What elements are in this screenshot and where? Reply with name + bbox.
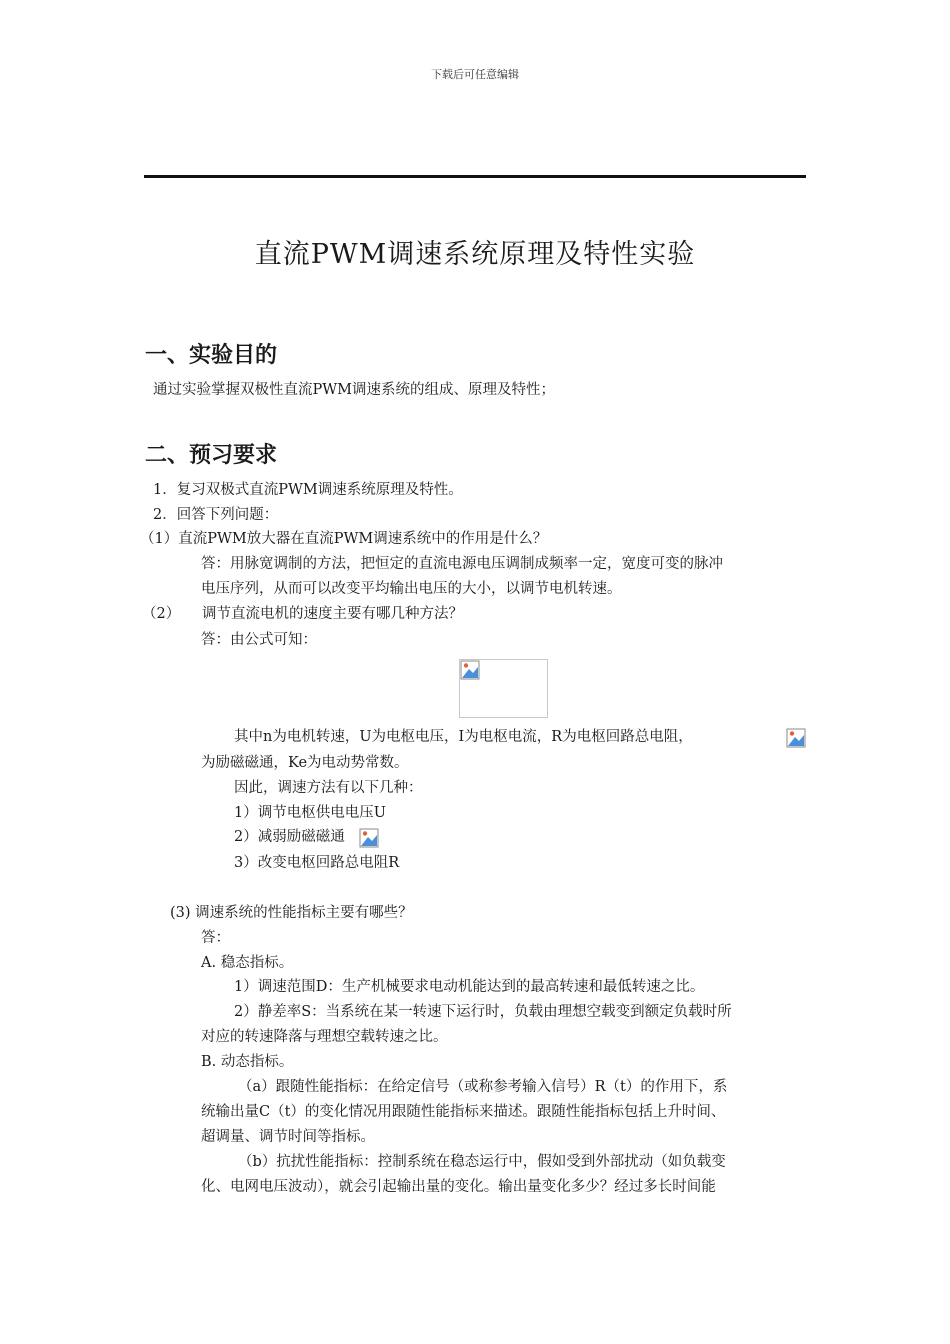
header-note: 下载后可任意编辑 <box>431 68 519 81</box>
broken-image-icon <box>460 660 480 680</box>
prep-item-2: 2．回答下列问题： <box>153 507 279 523</box>
answer-2-where-line-1: 其中n为电机转速，U为电枢电压，I为电枢电流，R为电枢回路总电阻， <box>234 729 693 745</box>
steady-state-heading: A. 稳态指标。 <box>201 955 294 971</box>
question-2-number: （2） <box>142 606 181 622</box>
answer-3-label: 答： <box>201 930 230 946</box>
method-1: 1）调节电枢供电电压U <box>234 805 386 821</box>
dynamic-b-line-1: （b）抗扰性能指标：控制系统在稳态运行中，假如受到外部扰动（如负载变 <box>238 1154 726 1170</box>
answer-1-line-1: 答：用脉宽调制的方法，把恒定的直流电源电压调制成频率一定，宽度可变的脉冲 <box>201 556 723 572</box>
answer-1-line-2: 电压序列，从而可以改变平均输出电压的大小，以调节电机转速。 <box>201 581 622 597</box>
answer-2-therefore: 因此，调速方法有以下几种： <box>234 780 423 796</box>
answer-2-where-line-2: 为励磁磁通，Ke为电动势常数。 <box>201 755 409 771</box>
dynamic-a-line-1: （a）跟随性能指标：在给定信号（或称参考输入信号）R（t）的作用下，系 <box>238 1079 728 1095</box>
method-2: 2）减弱励磁磁通 <box>234 829 345 845</box>
dynamic-b-line-2: 化、电网电压波动），就会引起输出量的变化。输出量变化多少？经过多长时间能 <box>201 1179 716 1195</box>
steady-state-item-2-line-2: 对应的转速降落与理想空载转速之比。 <box>201 1029 448 1045</box>
question-3: (3) 调速系统的性能指标主要有哪些？ <box>170 905 413 921</box>
document-title: 直流PWM调速系统原理及特性实验 <box>254 239 696 270</box>
section-1-heading: 一、实验目的 <box>145 343 278 368</box>
section-1-body: 通过实验掌握双极性直流PWM调速系统的组成、原理及特性； <box>153 382 556 398</box>
section-2-heading: 二、预习要求 <box>145 443 278 468</box>
flux-symbol-image-icon <box>786 728 806 748</box>
dynamic-a-line-2: 统输出量C（t）的变化情况用跟随性能指标来描述。跟随性能指标包括上升时间、 <box>201 1104 726 1120</box>
steady-state-item-2-line-1: 2）静差率S：当系统在某一转速下运行时，负载由理想空载变到额定负载时所 <box>234 1004 732 1020</box>
dynamic-a-line-3: 超调量、调节时间等指标。 <box>201 1129 375 1145</box>
question-1: （1）直流PWM放大器在直流PWM调速系统中的作用是什么？ <box>140 531 548 547</box>
prep-item-1: 1．复习双极式直流PWM调速系统原理及特性。 <box>153 482 463 498</box>
formula-image <box>459 659 548 718</box>
question-2-text: 调节直流电机的速度主要有哪几种方法？ <box>202 606 463 622</box>
steady-state-item-1: 1）调速范围D：生产机械要求电动机能达到的最高转速和最低转速之比。 <box>234 979 705 995</box>
header-rule <box>144 175 806 178</box>
dynamic-heading: B. 动态指标。 <box>201 1054 294 1070</box>
method-3: 3）改变电枢回路总电阻R <box>234 855 400 871</box>
flux-symbol-image-icon <box>359 828 379 848</box>
answer-2-intro: 答：由公式可知： <box>201 632 317 648</box>
